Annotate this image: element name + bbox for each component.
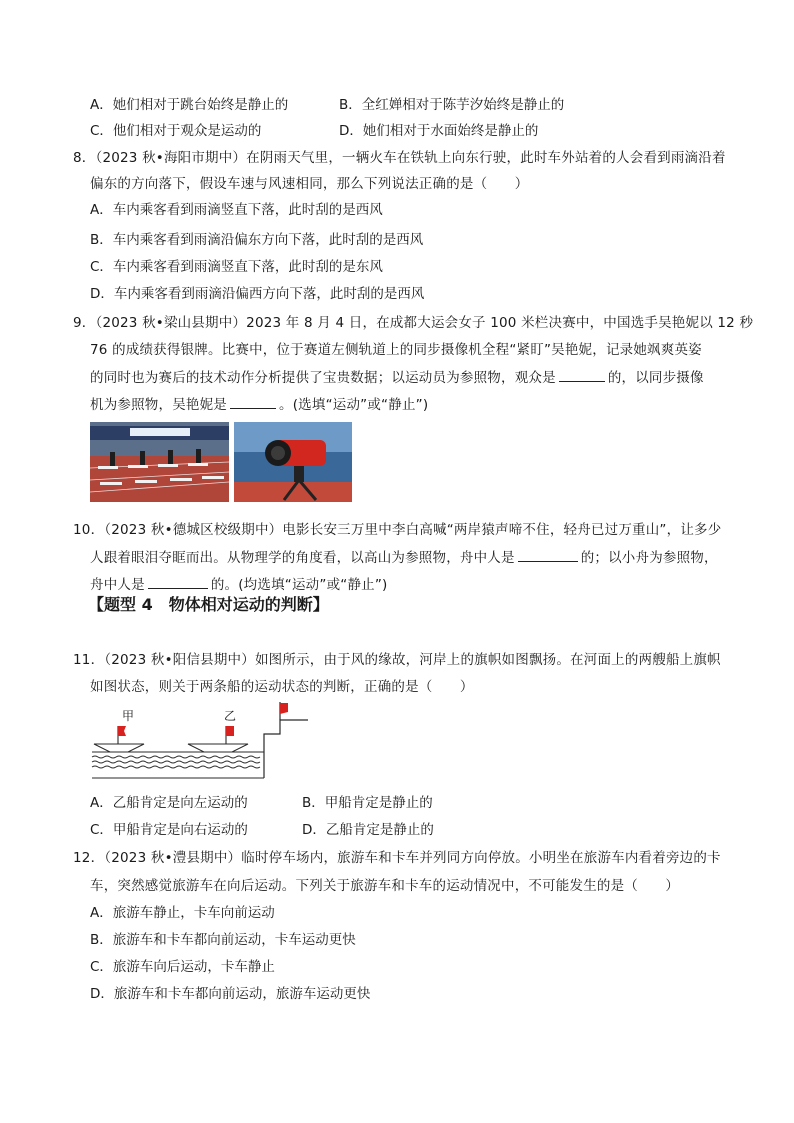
q9-stem-line-3 — [90, 367, 704, 388]
boat-jia — [94, 726, 144, 752]
q10-blank-1[interactable] — [518, 547, 578, 562]
riverbank — [264, 720, 308, 778]
q8-option-d: D．车内乘客看到雨滴沿偏西方向下落，此时刮的是西风 — [90, 286, 425, 302]
boat-yi — [188, 726, 248, 752]
q7-option-b: B．全红婵相对于陈芋汐始终是静止的 — [339, 97, 565, 113]
q11-option-b: B．甲船肯定是静止的 — [302, 795, 433, 811]
q10-line-3-text-a: 舟中人是 — [90, 577, 145, 593]
q9-blank-2[interactable] — [230, 394, 276, 409]
q7-option-a: A．她们相对于跳台始终是静止的 — [90, 97, 289, 113]
tracking-camera-illustration — [234, 422, 352, 502]
q11-stem-line-2: 如图状态，则关于两条船的运动状态的判断，正确的是（ ） — [90, 679, 474, 695]
hurdles-race-photo — [90, 422, 229, 502]
q12-option-c: C．旅游车向后运动，卡车静止 — [90, 959, 275, 975]
q9-blank-1[interactable] — [559, 367, 605, 382]
q11-option-d: D．乙船肯定是静止的 — [302, 822, 434, 838]
boat-yi-flag-icon — [226, 726, 234, 736]
q8-stem-line-2: 偏东的方向落下，假设车速与风速相同，那么下列说法正确的是（ ） — [90, 176, 529, 192]
q12-stem-line-1: 12．（2023 秋•澧县期中）临时停车场内，旅游车和卡车并列同方向停放。小明坐在旅游车内看着旁边的卡 — [73, 850, 721, 866]
q11-option-a: A．乙船肯定是向左运动的 — [90, 795, 248, 811]
q9-stem-line-1: 9．（2023 秋•梁山县期中）2023 年 8 月 4 日，在成都大运会女子 100 米栏决赛中，中国选手吴艳妮以 12 秒 — [73, 315, 754, 331]
q8-option-a: A．车内乘客看到雨滴竖直下落，此时刮的是西风 — [90, 202, 383, 218]
hurdles-race-illustration — [90, 422, 229, 502]
q8-stem-line-1: 8．（2023 秋•海阳市期中）在阴雨天气里，一辆火车在铁轨上向东行驶，此时车外站着的人会看到雨滴沿着 — [73, 150, 726, 166]
q9-line-3-text-a: 的同时也为赛后的技术动作分析提供了宝贵数据；以运动员为参照物，观众是 — [90, 370, 556, 386]
tracking-camera-photo — [234, 422, 352, 502]
q9-line-4-text-a: 机为参照物，吴艳妮是 — [90, 397, 227, 413]
q9-stem-line-4 — [90, 394, 428, 415]
q7-option-c: C．他们相对于观众是运动的 — [90, 123, 262, 139]
q10-stem-line-2 — [90, 547, 718, 568]
q12-option-d: D．旅游车和卡车都向前运动，旅游车运动更快 — [90, 986, 371, 1002]
q10-stem-line-1: 10．（2023 秋•德城区校级期中）电影长安三万里中李白高喊“两岸猿声啼不住，轻舟已过万重山”，让多少 — [73, 522, 722, 538]
q8-option-c: C．车内乘客看到雨滴竖直下落，此时刮的是东风 — [90, 259, 383, 275]
q12-option-b: B．旅游车和卡车都向前运动，卡车运动更快 — [90, 932, 356, 948]
q10-line-2-text-a: 人跟着眼泪夺眶而出。从物理学的角度看，以高山为参照物，舟中人是 — [90, 550, 515, 566]
q11-stem-line-1: 11．（2023 秋•阳信县期中）如图所示，由于风的缘故，河岸上的旗帜如图飘扬。在河面上的两艘船上旗帜 — [73, 652, 721, 668]
q9-stem-line-2: 76 的成绩获得银牌。比赛中，位于赛道左侧轨道上的同步摄像机全程“紧盯”吴艳妮，记录她飒爽英姿 — [90, 342, 702, 358]
water-surface — [92, 752, 264, 778]
q8-option-b: B．车内乘客看到雨滴沿偏东方向下落，此时刮的是西风 — [90, 232, 424, 248]
q12-option-a: A．旅游车静止，卡车向前运动 — [90, 905, 275, 921]
bank-flag-icon — [280, 703, 288, 714]
boat-yi-label: 乙 — [224, 709, 237, 723]
q10-blank-2[interactable] — [148, 574, 208, 589]
boat-jia-label: 甲 — [122, 709, 135, 723]
section-heading: 【题型 4 物体相对运动的判断】 — [88, 595, 329, 614]
q11-option-c: C．甲船肯定是向右运动的 — [90, 822, 248, 838]
q9-line-4-text-b: 。(选填“运动”或“静止”) — [279, 397, 429, 413]
q10-line-2-text-b: 的；以小舟为参照物， — [580, 550, 718, 566]
q7-option-d: D．她们相对于水面始终是静止的 — [339, 123, 539, 139]
q12-stem-line-2: 车，突然感觉旅游车在向后运动。下列关于旅游车和卡车的运动情况中，不可能发生的是（ ） — [90, 878, 680, 894]
q9-line-3-text-b: 的，以同步摄像 — [607, 370, 704, 386]
boat-jia-flag-icon — [118, 726, 126, 736]
q10-line-3-text-b: 的。(均选填“运动”或“静止”) — [210, 577, 388, 593]
q10-stem-line-3 — [90, 574, 388, 595]
